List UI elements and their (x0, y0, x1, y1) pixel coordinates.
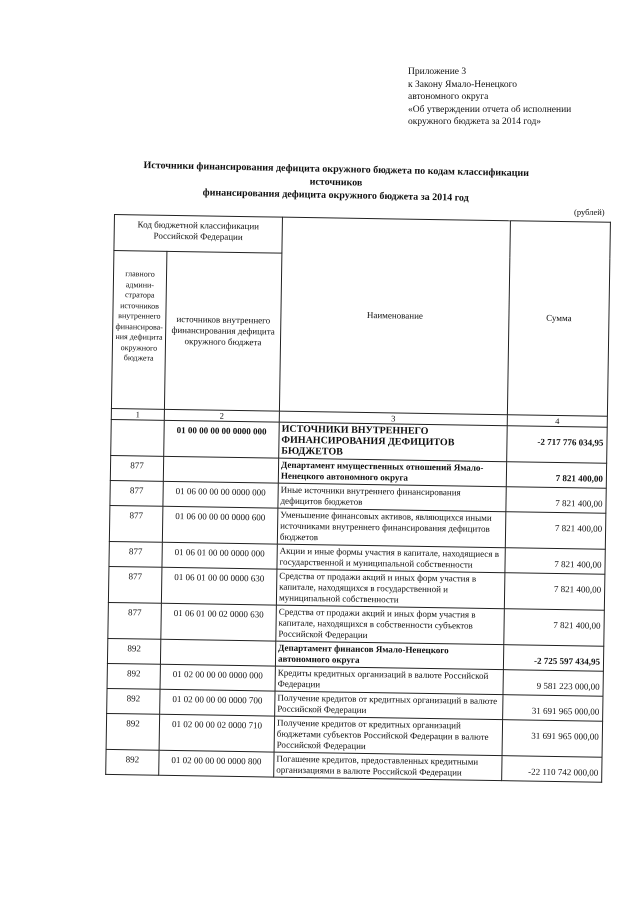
name-cell: Получение кредитов от кредитных организаций в валюте Российской Федерации (275, 691, 503, 720)
source-code-cell: 01 02 00 00 02 0000 710 (159, 714, 275, 752)
sum-cell: 7 821 400,00 (506, 487, 606, 514)
admin-code-cell: 877 (110, 455, 163, 481)
sum-cell: 7 821 400,00 (505, 512, 606, 550)
header-sum: Сумма (507, 221, 610, 417)
source-code-cell: 01 02 00 00 00 0000 700 (160, 689, 275, 716)
admin-code-cell: 877 (109, 505, 163, 542)
annex-line: окружного бюджета за 2014 год» (408, 117, 542, 127)
name-cell: Акции и иные формы участия в капитале, находящиеся в государственной и муниципальной собственности (277, 544, 505, 573)
name-cell: Департамент финансов Ямало-Ненецкого автономного округа (275, 641, 503, 670)
source-code-cell: 01 06 01 00 00 0000 000 (162, 542, 277, 569)
sum-cell: 9 581 223 000,00 (503, 670, 603, 697)
column-number: 3 (279, 411, 507, 426)
admin-code-cell: 892 (106, 713, 160, 750)
source-code-cell: 01 02 00 00 00 0000 800 (159, 750, 274, 777)
source-code-cell: 01 00 00 00 00 0000 000 (164, 420, 280, 458)
column-number: 2 (164, 409, 279, 422)
sum-cell: 7 821 400,00 (506, 462, 606, 489)
financing-table-wrapper (105, 214, 611, 783)
admin-code-cell: 877 (108, 602, 162, 639)
sum-cell: -2 725 597 434,95 (503, 645, 603, 672)
name-cell: Уменьшение финансовых активов, являющихся иными источниками внутреннего финансирования дефицитов бюджетов (277, 508, 506, 548)
annex-line: автономного округа (408, 92, 489, 102)
name-cell: Департамент имущественных отношений Ямало-Ненецкого автономного округа (278, 458, 506, 487)
source-code-cell: 01 02 00 00 00 0000 000 (160, 664, 275, 691)
source-code-cell: 01 06 00 00 00 0000 000 (163, 481, 278, 508)
admin-code-cell (111, 419, 165, 456)
name-cell: Иные источники внутреннего финансирования дефицитов бюджетов (278, 483, 506, 512)
source-code-cell: 01 06 01 00 00 0000 630 (161, 567, 277, 605)
header-source-code: источников внутреннего финансирования дефицита окружного бюджета (164, 251, 281, 411)
sum-cell: 7 821 400,00 (505, 548, 605, 575)
column-number: 4 (507, 415, 607, 428)
sum-cell: 31 691 965 000,00 (502, 720, 603, 758)
name-cell: Получение кредитов от кредитных организаций бюджетами субъектов Российской Федерации в валюте Российской Федерации (274, 716, 503, 756)
admin-code-cell: 892 (106, 749, 159, 775)
column-number: 1 (111, 408, 164, 420)
units-label: (рублей) (574, 207, 605, 217)
annex-line: Приложение 3 (408, 67, 467, 77)
name-cell: Кредиты кредитных организаций в валюте Российской Федерации (275, 666, 503, 695)
sum-cell: -2 717 776 034,95 (507, 426, 608, 464)
sum-cell: 7 821 400,00 (504, 573, 605, 611)
document-title (120, 158, 553, 206)
title-line: Источники финансирования дефицита окружного бюджета по кодам классификации источников (143, 159, 530, 189)
admin-code-cell: 892 (107, 663, 160, 689)
header-code-group: Код бюджетной классификации Российской Федерации (114, 215, 283, 254)
annex-line: «Об утверждении отчета об исполнении (408, 104, 572, 115)
annex-block (408, 66, 618, 129)
source-code-cell: 01 06 01 00 02 0000 630 (161, 603, 277, 641)
sum-cell: -22 110 742 000,00 (502, 756, 602, 783)
name-cell: Средства от продажи акций и иных форм участия в капитале, находящихся в собственности субъектов Российской Федерации (276, 605, 505, 645)
sum-cell: 7 821 400,00 (504, 609, 605, 647)
name-cell: Погашение кредитов, предоставленных кредитными организациями в валюте Российской Федерации (274, 752, 502, 781)
name-cell: ИСТОЧНИКИ ВНУТРЕННЕГО ФИНАНСИРОВАНИЯ ДЕФИЦИТОВ БЮДЖЕТОВ (279, 422, 508, 462)
admin-code-cell: 892 (107, 688, 160, 714)
source-code-cell (160, 639, 275, 666)
name-cell: Средства от продажи акций и иных форм участия в капитале, находящихся в государственной и муниципальной собственности (276, 569, 505, 609)
source-code-cell: 01 06 00 00 00 0000 600 (162, 506, 278, 544)
source-code-cell (163, 456, 278, 483)
admin-code-cell: 892 (107, 638, 160, 664)
header-admin-code: главного админи-стратора источников внутреннего финансирова-ния дефицита окружного бюджета (111, 251, 166, 410)
annex-line: к Закону Ямало-Ненецкого (408, 79, 518, 90)
header-name: Наименование (279, 217, 510, 415)
admin-code-cell: 877 (108, 566, 162, 603)
sum-cell: 31 691 965 000,00 (503, 695, 603, 722)
financing-sources-table (105, 214, 611, 783)
admin-code-cell: 877 (109, 541, 162, 567)
title-line: финансирования дефицита окружного бюджета за 2014 год (202, 187, 469, 204)
admin-code-cell: 877 (110, 480, 163, 506)
